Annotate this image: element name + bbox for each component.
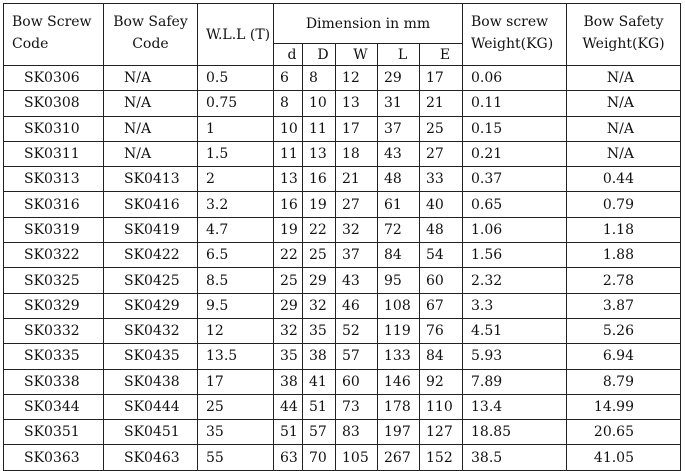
cell-dim-e: 67	[420, 293, 463, 318]
cell-wll: 1.5	[198, 141, 274, 166]
cell-bow-screw-code: SK0344	[4, 394, 104, 419]
cell-dim-w: 105	[336, 445, 378, 470]
cell-dim-l: 72	[378, 217, 420, 242]
header-dim-d-large: D	[303, 44, 336, 66]
cell-bow-screw-code: SK0306	[4, 66, 104, 91]
cell-dim-e: 152	[420, 445, 463, 470]
cell-dim-d-small: 25	[274, 268, 303, 293]
cell-bow-screw-code: SK0313	[4, 167, 104, 192]
cell-bow-safety-code: N/A	[104, 91, 198, 116]
cell-bow-screw-code: SK0311	[4, 141, 104, 166]
cell-bow-safety-code: SK0416	[104, 192, 198, 217]
cell-bow-screw-code: SK0335	[4, 344, 104, 369]
cell-dim-e: 40	[420, 192, 463, 217]
cell-bow-screw-code: SK0316	[4, 192, 104, 217]
cell-bow-screw-code: SK0308	[4, 91, 104, 116]
table-row	[4, 268, 681, 293]
cell-dim-e: 92	[420, 369, 463, 394]
cell-bow-safety-weight: 8.79	[567, 369, 681, 394]
cell-dim-d-large: 8	[303, 66, 336, 91]
cell-dim-d-small: 10	[274, 116, 303, 141]
cell-dim-e: 84	[420, 344, 463, 369]
cell-bow-safety-weight: 3.87	[567, 293, 681, 318]
cell-bow-safety-weight: 20.65	[567, 420, 681, 445]
cell-dim-d-small: 6	[274, 66, 303, 91]
cell-bow-safety-code: SK0422	[104, 243, 198, 268]
cell-bow-screw-weight: 1.56	[463, 243, 567, 268]
cell-dim-l: 95	[378, 268, 420, 293]
header-bow-safety-weight: Bow Safety Weight(KG)	[567, 4, 681, 66]
cell-wll: 9.5	[198, 293, 274, 318]
table-row	[4, 445, 681, 470]
cell-dim-l: 84	[378, 243, 420, 268]
cell-bow-safety-code: SK0438	[104, 369, 198, 394]
cell-dim-d-large: 25	[303, 243, 336, 268]
cell-dim-e: 76	[420, 318, 463, 343]
cell-bow-safety-code: SK0451	[104, 420, 198, 445]
cell-dim-d-large: 11	[303, 116, 336, 141]
cell-bow-safety-weight: N/A	[567, 116, 681, 141]
cell-wll: 3.2	[198, 192, 274, 217]
header-dim-d-small: d	[274, 44, 303, 66]
cell-dim-d-small: 32	[274, 318, 303, 343]
header-dim-e: E	[420, 44, 463, 66]
cell-dim-d-large: 10	[303, 91, 336, 116]
cell-bow-safety-weight: 2.78	[567, 268, 681, 293]
cell-dim-w: 13	[336, 91, 378, 116]
cell-bow-screw-code: SK0322	[4, 243, 104, 268]
table-row	[4, 192, 681, 217]
cell-bow-screw-weight: 0.37	[463, 167, 567, 192]
cell-dim-w: 43	[336, 268, 378, 293]
cell-wll: 35	[198, 420, 274, 445]
cell-bow-safety-code: SK0444	[104, 394, 198, 419]
cell-dim-w: 17	[336, 116, 378, 141]
cell-dim-d-large: 19	[303, 192, 336, 217]
cell-bow-screw-weight: 5.93	[463, 344, 567, 369]
spec-table	[3, 3, 681, 471]
table-row	[4, 394, 681, 419]
cell-dim-d-large: 29	[303, 268, 336, 293]
cell-bow-safety-weight: 5.26	[567, 318, 681, 343]
cell-dim-l: 48	[378, 167, 420, 192]
cell-dim-w: 60	[336, 369, 378, 394]
cell-bow-screw-weight: 13.4	[463, 394, 567, 419]
cell-dim-w: 46	[336, 293, 378, 318]
cell-wll: 13.5	[198, 344, 274, 369]
header-bow-screw-weight: Bow screw Weight(KG)	[463, 4, 567, 66]
cell-dim-e: 25	[420, 116, 463, 141]
cell-dim-e: 17	[420, 66, 463, 91]
table-row	[4, 116, 681, 141]
table-row	[4, 369, 681, 394]
cell-dim-w: 27	[336, 192, 378, 217]
cell-dim-w: 18	[336, 141, 378, 166]
cell-bow-screw-code: SK0325	[4, 268, 104, 293]
cell-wll: 25	[198, 394, 274, 419]
cell-dim-w: 57	[336, 344, 378, 369]
cell-dim-l: 178	[378, 394, 420, 419]
header-dim-w: W	[336, 44, 378, 66]
cell-dim-d-small: 22	[274, 243, 303, 268]
cell-wll: 0.75	[198, 91, 274, 116]
cell-dim-d-large: 57	[303, 420, 336, 445]
cell-dim-w: 73	[336, 394, 378, 419]
cell-dim-d-small: 8	[274, 91, 303, 116]
cell-wll: 4.7	[198, 217, 274, 242]
cell-dim-d-small: 29	[274, 293, 303, 318]
header-bow-screw-code: Bow Screw Code	[4, 4, 104, 66]
cell-dim-l: 267	[378, 445, 420, 470]
cell-dim-d-small: 35	[274, 344, 303, 369]
cell-bow-screw-code: SK0329	[4, 293, 104, 318]
cell-bow-safety-code: SK0463	[104, 445, 198, 470]
cell-bow-screw-weight: 38.5	[463, 445, 567, 470]
cell-bow-screw-weight: 0.21	[463, 141, 567, 166]
cell-dim-l: 43	[378, 141, 420, 166]
cell-bow-safety-code: N/A	[104, 66, 198, 91]
cell-bow-screw-weight: 0.65	[463, 192, 567, 217]
cell-dim-d-large: 22	[303, 217, 336, 242]
cell-bow-screw-code: SK0310	[4, 116, 104, 141]
cell-dim-l: 197	[378, 420, 420, 445]
cell-bow-safety-weight: N/A	[567, 141, 681, 166]
cell-dim-d-large: 13	[303, 141, 336, 166]
table-row	[4, 293, 681, 318]
cell-bow-screw-weight: 4.51	[463, 318, 567, 343]
cell-dim-w: 12	[336, 66, 378, 91]
table-row	[4, 420, 681, 445]
table-row	[4, 91, 681, 116]
cell-dim-d-large: 51	[303, 394, 336, 419]
cell-bow-safety-weight: 14.99	[567, 394, 681, 419]
cell-bow-safety-weight: 1.88	[567, 243, 681, 268]
cell-bow-screw-weight: 0.15	[463, 116, 567, 141]
cell-dim-d-small: 16	[274, 192, 303, 217]
header-dim-l: L	[378, 44, 420, 66]
cell-dim-w: 37	[336, 243, 378, 268]
cell-wll: 0.5	[198, 66, 274, 91]
cell-dim-e: 60	[420, 268, 463, 293]
cell-dim-e: 48	[420, 217, 463, 242]
cell-bow-screw-weight: 0.06	[463, 66, 567, 91]
cell-dim-d-small: 38	[274, 369, 303, 394]
cell-dim-d-large: 41	[303, 369, 336, 394]
cell-dim-e: 127	[420, 420, 463, 445]
cell-bow-screw-weight: 2.32	[463, 268, 567, 293]
cell-bow-screw-code: SK0319	[4, 217, 104, 242]
table-row	[4, 344, 681, 369]
header-wll: W.L.L (T)	[198, 4, 274, 66]
cell-wll: 6.5	[198, 243, 274, 268]
header-dimension: Dimension in mm	[274, 4, 463, 44]
header-bow-safety-code: Bow Safey Code	[104, 4, 198, 66]
cell-bow-safety-code: N/A	[104, 141, 198, 166]
cell-wll: 2	[198, 167, 274, 192]
cell-dim-d-large: 35	[303, 318, 336, 343]
cell-dim-w: 83	[336, 420, 378, 445]
cell-dim-e: 33	[420, 167, 463, 192]
table-row	[4, 318, 681, 343]
cell-dim-d-small: 63	[274, 445, 303, 470]
cell-bow-safety-code: SK0432	[104, 318, 198, 343]
cell-bow-safety-code: N/A	[104, 116, 198, 141]
cell-wll: 55	[198, 445, 274, 470]
cell-bow-safety-weight: 0.79	[567, 192, 681, 217]
table-row	[4, 66, 681, 91]
table-row	[4, 141, 681, 166]
table-row	[4, 167, 681, 192]
cell-wll: 17	[198, 369, 274, 394]
cell-dim-d-small: 19	[274, 217, 303, 242]
cell-dim-d-small: 51	[274, 420, 303, 445]
cell-dim-d-small: 44	[274, 394, 303, 419]
cell-bow-safety-weight: N/A	[567, 91, 681, 116]
table-row	[4, 217, 681, 242]
cell-dim-d-large: 38	[303, 344, 336, 369]
cell-dim-l: 29	[378, 66, 420, 91]
cell-bow-safety-code: SK0413	[104, 167, 198, 192]
cell-bow-safety-code: SK0429	[104, 293, 198, 318]
cell-dim-e: 110	[420, 394, 463, 419]
cell-bow-screw-weight: 3.3	[463, 293, 567, 318]
cell-bow-safety-weight: 1.18	[567, 217, 681, 242]
cell-dim-e: 54	[420, 243, 463, 268]
cell-bow-safety-code: SK0419	[104, 217, 198, 242]
cell-dim-d-small: 13	[274, 167, 303, 192]
cell-bow-screw-code: SK0351	[4, 420, 104, 445]
cell-dim-w: 21	[336, 167, 378, 192]
cell-dim-d-large: 32	[303, 293, 336, 318]
cell-dim-l: 146	[378, 369, 420, 394]
cell-dim-e: 21	[420, 91, 463, 116]
cell-bow-safety-weight: 41.05	[567, 445, 681, 470]
cell-dim-w: 32	[336, 217, 378, 242]
cell-bow-safety-weight: 0.44	[567, 167, 681, 192]
cell-dim-l: 31	[378, 91, 420, 116]
cell-bow-safety-code: SK0425	[104, 268, 198, 293]
cell-bow-screw-code: SK0338	[4, 369, 104, 394]
cell-dim-l: 37	[378, 116, 420, 141]
cell-dim-l: 133	[378, 344, 420, 369]
cell-wll: 8.5	[198, 268, 274, 293]
cell-dim-l: 108	[378, 293, 420, 318]
cell-bow-screw-code: SK0363	[4, 445, 104, 470]
cell-bow-screw-weight: 7.89	[463, 369, 567, 394]
cell-bow-safety-code: SK0435	[104, 344, 198, 369]
cell-wll: 1	[198, 116, 274, 141]
cell-wll: 12	[198, 318, 274, 343]
cell-bow-safety-weight: N/A	[567, 66, 681, 91]
cell-bow-screw-weight: 18.85	[463, 420, 567, 445]
cell-dim-l: 119	[378, 318, 420, 343]
cell-bow-safety-weight: 6.94	[567, 344, 681, 369]
cell-bow-screw-weight: 1.06	[463, 217, 567, 242]
cell-dim-e: 27	[420, 141, 463, 166]
cell-bow-screw-weight: 0.11	[463, 91, 567, 116]
cell-dim-d-large: 70	[303, 445, 336, 470]
cell-dim-w: 52	[336, 318, 378, 343]
cell-bow-screw-code: SK0332	[4, 318, 104, 343]
cell-dim-d-large: 16	[303, 167, 336, 192]
cell-dim-d-small: 11	[274, 141, 303, 166]
table-row	[4, 243, 681, 268]
cell-dim-l: 61	[378, 192, 420, 217]
